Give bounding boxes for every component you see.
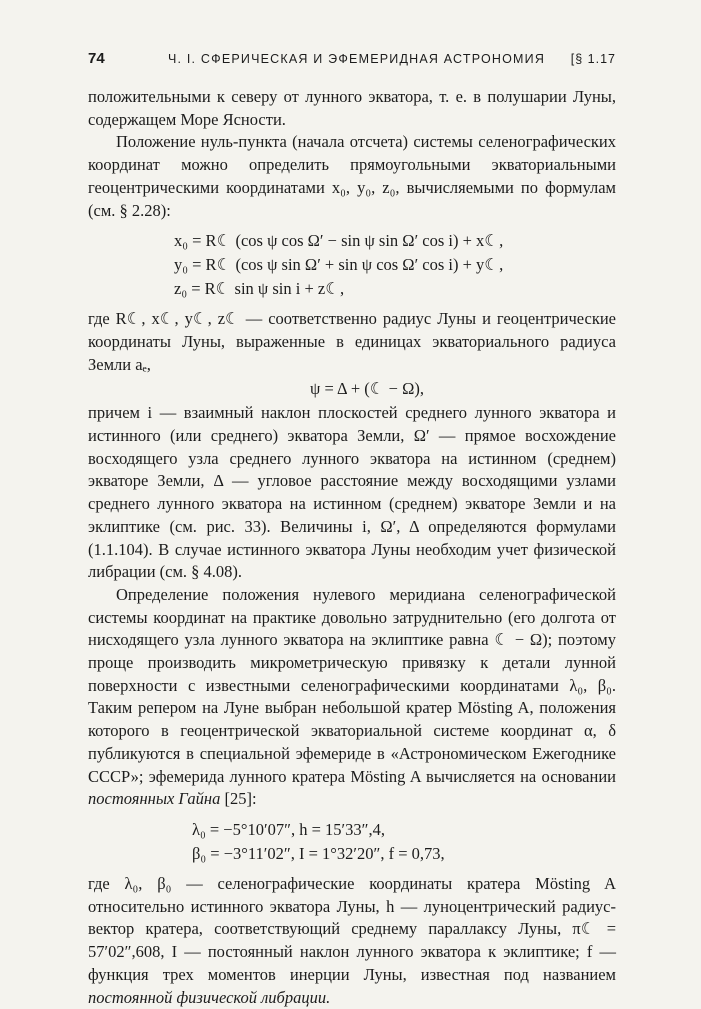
page-number: 74: [88, 50, 105, 67]
equation-group-psi: [88, 377, 616, 401]
equation-group-xyz: [88, 229, 616, 301]
gayne-constants-term: постоянных Гайна: [88, 789, 221, 809]
paragraph-zero-meridian: [88, 584, 616, 811]
section-reference: [§ 1.17: [570, 52, 616, 66]
running-title: Ч. I. СФЕРИЧЕСКАЯ И ЭФЕМЕРИДНАЯ АСТРОНОМИЯ: [168, 52, 546, 66]
zero-meridian-text: Определение положения нулевого меридиана селенографической системы координат на практике довольно затруднительно (его долгота от нисходящего узла лунного экватора на эклиптике равна ☾ − Ω); поэтому проще производить микрометрическую привязку к детали лунной поверхности с известными селенографическими координатами λ₀, β₀. Таким репером на Луне выбран небольшой кратер Mösting A, положения которого в геоцентрической экваториальной системе координат α, δ публикуются в специальной эфемериде в «Астрономическом Ежегоднике СССР»; эфемерида лунного кратера Mösting A вычисляется на основании: [88, 584, 616, 786]
crater-coordinates-text: где λ₀, β₀ — селенографические координаты кратера Mösting A относительно истинного экватора Луны, h — луноцентрический радиус-вектор кратера, соответствующий среднему параллаксу Луны, π☾ = 57′02″,608, I — постоянный наклон лунного экватора к эклиптике; f — функция трех моментов инерции Луны, известная под названием: [88, 873, 616, 984]
page-body: [88, 86, 616, 1009]
reference-25: [25]:: [224, 789, 257, 809]
paragraph-crater-coordinates: [88, 873, 616, 1009]
paragraph-inclination: причем i — взаимный наклон плоскостей среднего лунного экватора и истинного (или среднего) экватора Земли, Ω′ — прямое восхождение восходящего узла среднего лунного экватора на истинном (среднем) экваторе Земли, Δ — угловое расстояние между восходящими узлами среднего лунного экватора на истинном (среднем) экваторе Земли и на эклиптике (см. рис. 33). Величины i, Ω′, Δ определяются формулами (1.1.104). В случае истинного экватора Луны необходим учет физической либрации (см. § 4.08).: [88, 403, 616, 582]
equation-group-crater: [88, 818, 616, 866]
equation-lambda0: λ₀ = −5°10′07″, h = 15′33″,4,: [192, 819, 385, 839]
equation-x0: x₀ = R☾ (cos ψ cos Ω′ − sin ψ sin Ω′ cos i) + x☾,: [174, 231, 504, 251]
paragraph-zero-point: Положение нуль-пункта (начала отсчета) системы селенографических координат можно определить прямоугольными экваториальными геоцентрическими координатами x₀, y₀, z₀, вычисляемыми по формулам (см. § 2.28):: [88, 132, 616, 220]
equation-z0: z₀ = R☾ sin ψ sin i + z☾,: [174, 279, 345, 299]
paragraph-where-radius: где R☾, x☾, y☾, z☾ — соответственно радиус Луны и геоцентрические координаты Луны, выраженные в единицах экваториального радиуса Земли aₑ,: [88, 309, 616, 374]
paragraph-continuation: положительными к северу от лунного экватора, т. е. в полушарии Луны, содержащем Море Ясности.: [88, 87, 616, 129]
equation-psi: ψ = Δ + (☾ − Ω),: [310, 379, 424, 399]
equation-beta0: β₀ = −3°11′02″, I = 1°32′20″, f = 0,73,: [192, 843, 445, 863]
equation-y0: y₀ = R☾ (cos ψ sin Ω′ + sin ψ cos Ω′ cos i) + y☾,: [174, 255, 504, 275]
libration-constant-term: постоянной физической либрации.: [88, 987, 331, 1007]
running-head: [88, 50, 616, 72]
